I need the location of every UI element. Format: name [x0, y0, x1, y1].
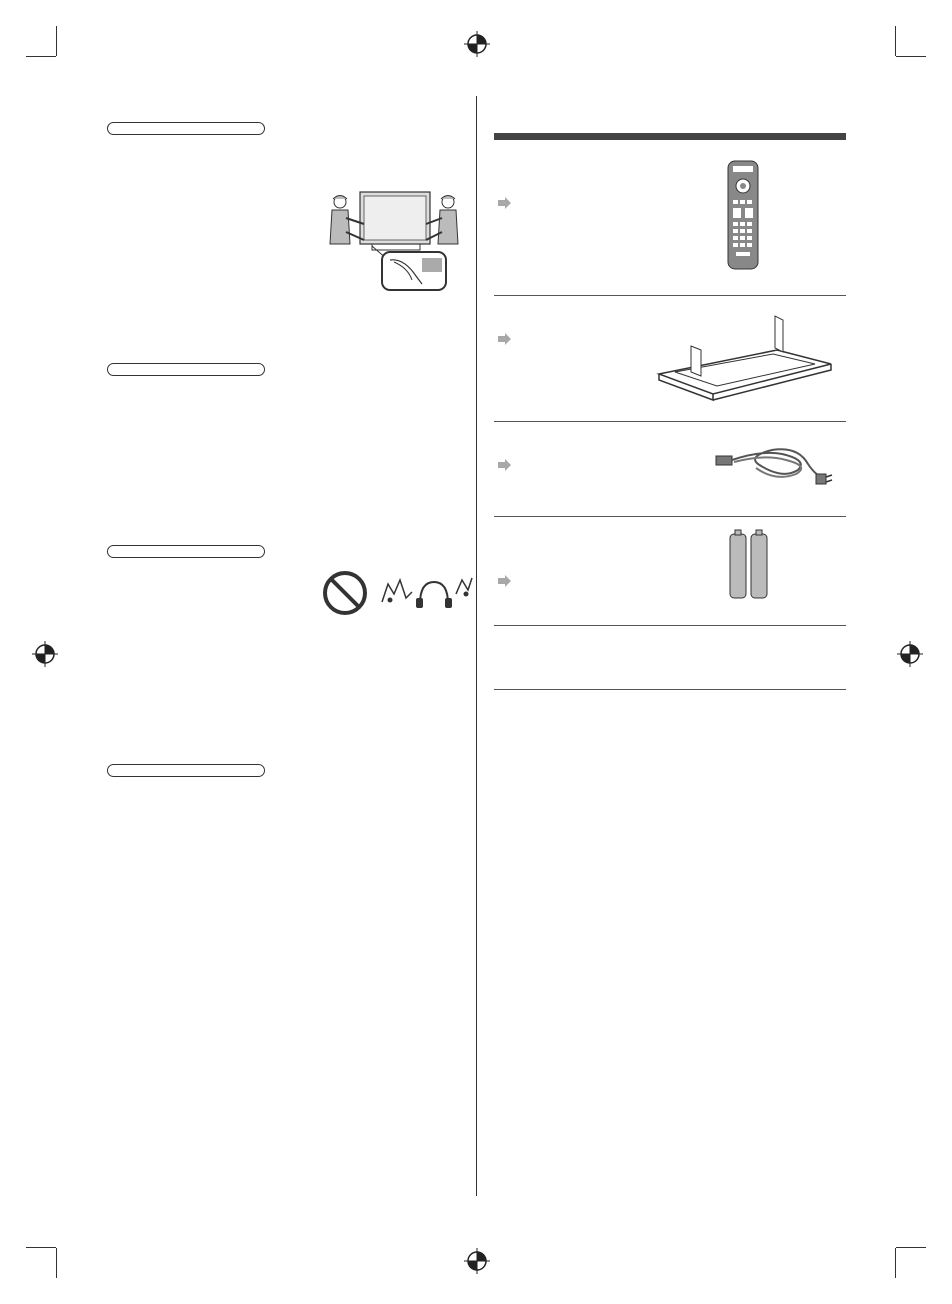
- crop-mark: [56, 1248, 57, 1278]
- registration-mark-right-icon: [897, 641, 923, 667]
- section-label-pill: [107, 122, 265, 135]
- arrow-icon: [498, 333, 512, 345]
- crop-mark: [895, 1248, 896, 1278]
- crop-mark: [26, 1247, 56, 1248]
- section-header-bar: [494, 133, 846, 140]
- row-divider: [494, 689, 846, 690]
- registration-mark-top-icon: [464, 31, 490, 57]
- carrying-tv-illustration: [324, 188, 462, 292]
- crop-mark: [896, 56, 926, 57]
- registration-mark-left-icon: [32, 641, 58, 667]
- pedestal-stand-illustration: [655, 312, 835, 400]
- arrow-icon: [498, 575, 512, 587]
- crop-mark: [56, 26, 57, 56]
- arrow-icon: [498, 459, 512, 471]
- section-label-pill: [107, 363, 265, 376]
- section-label-pill: [107, 764, 265, 777]
- mains-lead-illustration: [712, 440, 834, 492]
- column-divider: [476, 96, 477, 1196]
- section-label-pill: [107, 545, 265, 558]
- row-divider: [494, 295, 846, 296]
- row-divider: [494, 625, 846, 626]
- crop-mark: [896, 1247, 926, 1248]
- remote-control-illustration: [727, 160, 759, 270]
- row-divider: [494, 516, 846, 517]
- crop-mark: [895, 26, 896, 56]
- arrow-icon: [498, 197, 512, 209]
- row-divider: [494, 421, 846, 422]
- crop-mark: [26, 56, 56, 57]
- batteries-illustration: [729, 528, 769, 600]
- no-loud-headphones-illustration: [322, 568, 472, 618]
- registration-mark-bottom-icon: [464, 1248, 490, 1274]
